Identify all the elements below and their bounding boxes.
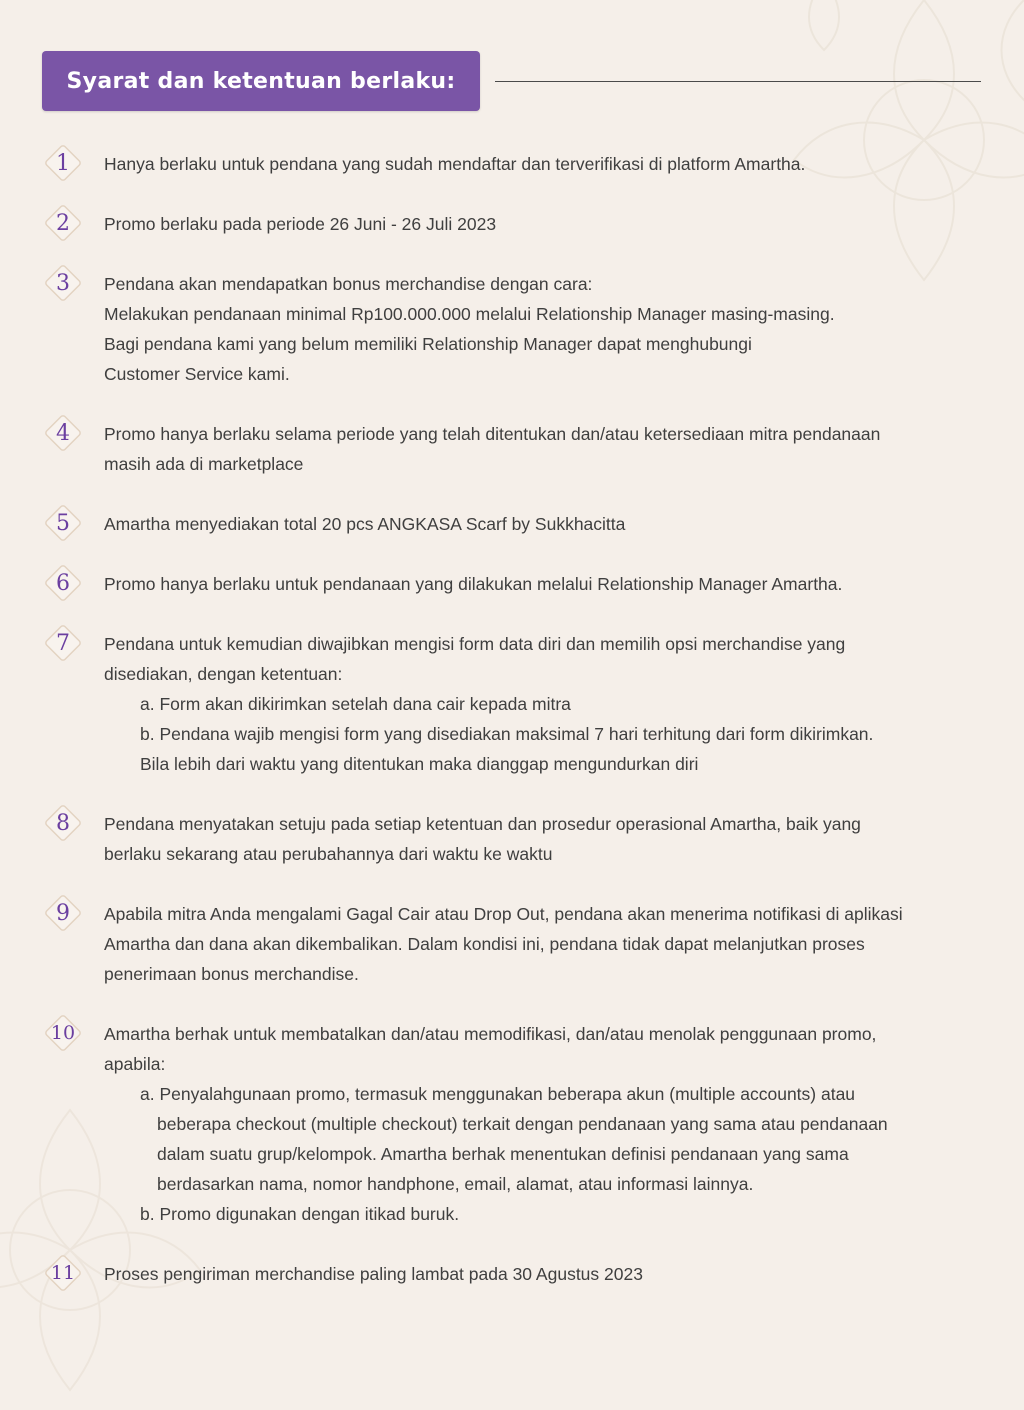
term-line: Pendana untuk kemudian diwajibkan mengisi form data diri dan memilih opsi merchandise yang — [104, 634, 846, 654]
sub-item-continuation: dalam suatu grup/kelompok. Amartha berhak menentukan definisi pendanaan yang sama — [157, 1144, 849, 1164]
term-line: Amartha menyediakan total 20 pcs ANGKASA Scarf by Sukkhacitta — [104, 514, 626, 534]
term-number: 10 — [50, 1022, 76, 1044]
number-badge — [42, 1012, 84, 1054]
page-title: Syarat dan ketentuan berlaku: — [66, 68, 456, 94]
term-line: Amartha dan dana akan dikembalikan. Dalam kondisi ini, pendana tidak dapat melanjutkan proses — [104, 934, 865, 954]
term-text — [104, 419, 992, 479]
term-line: Pendana akan mendapatkan bonus merchandise dengan cara: — [104, 274, 593, 294]
number-badge — [42, 892, 84, 934]
term-text — [104, 569, 992, 599]
term-number: 6 — [56, 570, 70, 596]
term-line: masih ada di marketplace — [104, 454, 304, 474]
term-number: 5 — [56, 510, 70, 536]
term-number: 1 — [56, 150, 70, 176]
term-number: 8 — [56, 810, 70, 836]
term-number: 3 — [56, 270, 70, 296]
sub-item: b. Pendana wajib mengisi form yang disediakan maksimal 7 hari terhitung dari form dikirimkan. — [140, 724, 874, 744]
sub-item-continuation: beberapa checkout (multiple checkout) terkait dengan pendanaan yang sama atau pendanaan — [157, 1114, 888, 1134]
term-line: Promo hanya berlaku untuk pendanaan yang dilakukan melalui Relationship Manager Amartha. — [104, 574, 843, 594]
term-line: Customer Service kami. — [104, 364, 290, 384]
term-line: apabila: — [104, 1054, 166, 1074]
term-line: Apabila mitra Anda mengalami Gagal Cair atau Drop Out, pendana akan menerima notifikasi di aplikasi — [104, 904, 903, 924]
term-number: 7 — [56, 630, 70, 656]
term-text — [104, 209, 992, 239]
term-text — [104, 149, 992, 179]
term-line: Bagi pendana kami yang belum memiliki Relationship Manager dapat menghubungi — [104, 334, 752, 354]
term-number: 9 — [56, 900, 70, 926]
sub-item: b. Promo digunakan dengan itikad buruk. — [140, 1204, 460, 1224]
number-badge — [42, 802, 84, 844]
term-line: Promo berlaku pada periode 26 Juni - 26 Juli 2023 — [104, 214, 497, 234]
term-text — [104, 1019, 992, 1229]
term-line: berlaku sekarang atau perubahannya dari waktu ke waktu — [104, 844, 553, 864]
term-line: penerimaan bonus merchandise. — [104, 964, 359, 984]
number-badge — [42, 202, 84, 244]
term-line: Hanya berlaku untuk pendana yang sudah mendaftar dan terverifikasi di platform Amartha. — [104, 154, 806, 174]
number-badge — [42, 622, 84, 664]
term-line: disediakan, dengan ketentuan: — [104, 664, 343, 684]
term-line: Pendana menyatakan setuju pada setiap ketentuan dan prosedur operasional Amartha, baik yang — [104, 814, 861, 834]
sub-item-continuation: berdasarkan nama, nomor handphone, email, alamat, atau informasi lainnya. — [157, 1174, 754, 1194]
sub-item: Bila lebih dari waktu yang ditentukan maka dianggap mengundurkan diri — [140, 754, 699, 774]
term-line: Amartha berhak untuk membatalkan dan/atau memodifikasi, dan/atau menolak penggunaan promo, — [104, 1024, 877, 1044]
term-text — [104, 1259, 992, 1289]
term-number: 4 — [56, 420, 70, 446]
number-badge — [42, 562, 84, 604]
term-line: Melakukan pendanaan minimal Rp100.000.000 melalui Relationship Manager masing-masing. — [104, 304, 835, 324]
sub-item: a. Form akan dikirimkan setelah dana cair kepada mitra — [140, 694, 571, 714]
number-badge — [42, 1252, 84, 1294]
term-text — [104, 629, 992, 779]
term-number: 2 — [56, 210, 70, 236]
term-line: Proses pengiriman merchandise paling lambat pada 30 Agustus 2023 — [104, 1264, 643, 1284]
sub-item: a. Penyalahgunaan promo, termasuk menggunakan beberapa akun (multiple accounts) atau — [140, 1084, 856, 1104]
term-line: Promo hanya berlaku selama periode yang telah ditentukan dan/atau ketersediaan mitra pendanaan — [104, 424, 881, 444]
term-text — [104, 509, 992, 539]
term-text — [104, 269, 992, 389]
number-badge — [42, 142, 84, 184]
term-number: 11 — [50, 1262, 76, 1284]
number-badge — [42, 502, 84, 544]
number-badge — [42, 262, 84, 304]
number-badge — [42, 412, 84, 454]
term-text — [104, 899, 992, 989]
term-text — [104, 809, 992, 869]
